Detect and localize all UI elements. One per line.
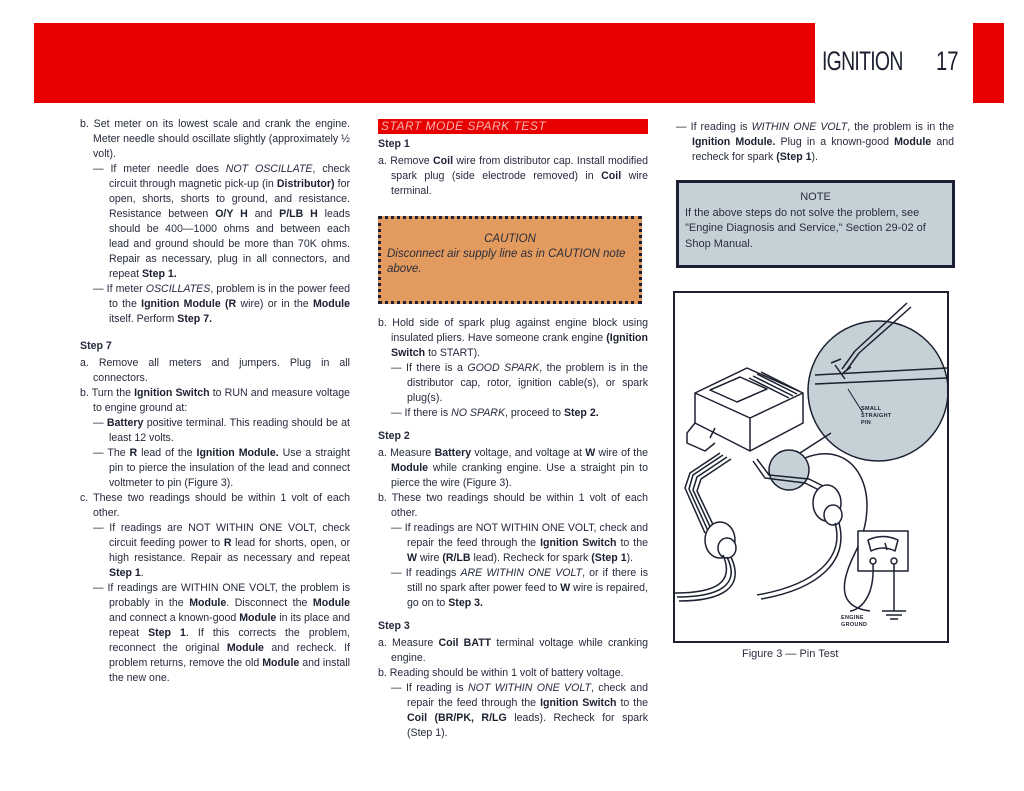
step2-b-dash-not-within: — If readings are NOT WITHIN ONE VOLT, check and repair the feed through the Ignition Switch to the W wire (R/LB lead). Recheck for spark (Step 1). [391, 522, 649, 564]
label-engine-ground: ENGINE GROUND [841, 615, 868, 628]
step2-heading: Step 2 [378, 430, 410, 442]
step2-item-a: a. Measure Battery voltage, and voltage at W wire of the Module while cranking engine. Use a straight pin to pierce the wire (Figure 3). [378, 447, 648, 489]
step3-item-a: a. Measure Coil BATT terminal voltage while cranking engine. [378, 637, 648, 664]
step7-b-dash-r-lead: — The R lead of the Ignition Module. Use a straight pin to pierce the insulation of the lead and connect voltmeter to pin (Figure 3). [93, 447, 350, 489]
column-right [676, 120, 954, 268]
note-box [676, 180, 955, 268]
step3-item-b: b. Reading should be within 1 volt of battery voltage. [378, 667, 624, 679]
step7-item-a: a. Remove all meters and jumpers. Plug in all connectors. [80, 357, 350, 384]
step2-b-dash-within: — If readings ARE WITHIN ONE VOLT, or if there is still no spark after power feed to W wire is repaired, go on to Step 3. [391, 567, 648, 609]
step7-item-b: b. Turn the Ignition Switch to RUN and measure voltage to engine ground at: [80, 387, 351, 414]
caution-text: Disconnect air supply line as in CAUTION note above. [387, 248, 626, 275]
step3-heading: Step 3 [378, 620, 410, 632]
pin-test-illustration [675, 293, 947, 641]
caution-title: CAUTION [484, 233, 536, 245]
step7-c-dash-not-within: — If readings are NOT WITHIN ONE VOLT, check circuit feeding power to R lead for shorts, open, or high resistance. Repair as necessary and repeat Step 1. [93, 522, 350, 579]
step3-b-dash-not-within: — If reading is NOT WITHIN ONE VOLT, check and repair the feed through the Ignition Switch to the Coil (BR/PK, R/LG leads). Recheck for spark (Step 1). [391, 682, 649, 739]
step2-item-b: b. These two readings should be within 1 volt of each other. [378, 492, 648, 519]
header-red-tab [973, 23, 1004, 103]
step1-item-b: b. Hold side of spark plug against engine block using insulated pliers. Have someone crank engine (Ignition Switch to START). [378, 317, 648, 359]
magnified-callout [808, 321, 947, 461]
step7-b-dash-battery: — Battery positive terminal. This reading should be at least 12 volts. [93, 417, 350, 444]
step3-b-dash-within: — If reading is WITHIN ONE VOLT, the problem is in the Ignition Module. Plug in a known-good Module and recheck for spark (Step 1). [676, 121, 954, 163]
step7-item-c: c. These two readings should be within 1 volt of each other. [80, 492, 350, 519]
note-title: NOTE [800, 191, 831, 203]
step6-item-b: b. Set meter on its lowest scale and crank the engine. Meter needle should oscillate slightly (approximately ½ volt). [80, 118, 350, 160]
figure-caption: Figure 3 — Pin Test [742, 648, 839, 660]
label-small-straight-pin: SMALL STRAIGHT PIN [861, 406, 892, 426]
step6-b-dash-oscillates: — If meter OSCILLATES, problem is in the power feed to the Ignition Module (R wire) or in the Module itself. Perform Step 7. [93, 283, 351, 325]
section-heading-start-mode: START MODE SPARK TEST [378, 119, 648, 134]
step7-c-dash-within: — If readings are WITHIN ONE VOLT, the problem is probably in the Module. Disconnect the Module and connect a known-good Module in its place and repeat Step 1. If this corrects the problem, reconnect the original Module and recheck. If problem returns, remove the old Module and install the new one. [93, 582, 350, 684]
caution-box [378, 216, 642, 304]
section-title: IGNITION [822, 46, 903, 76]
step6-b-dash-not-oscillate: — If meter needle does NOT OSCILLATE, check circuit through magnetic pick-up (in Distributor) for open, shorts, shorts to ground, and resistance. Resistance between O/Y H and P/LB H leads should be 400—1000 ohms and between each lead and ground should be more than 70K ohms. Repair as necessary, plug in all connectors, and repeat Step 1. [93, 163, 350, 280]
small-callout [769, 450, 809, 490]
column-middle [378, 119, 648, 741]
note-text: If the above steps do not solve the problem, see "Engine Diagnosis and Service," Section 29-02 of Shop Manual. [685, 206, 926, 250]
step7-heading: Step 7 [80, 340, 112, 352]
column-left [80, 117, 350, 686]
page-number: 17 [936, 46, 959, 76]
step1-b-dash-no-spark: — If there is NO SPARK, proceed to Step 2. [391, 407, 599, 419]
figure-pin-test [673, 291, 949, 643]
step1-item-a: a. Remove Coil wire from distributor cap. Install modified spark plug (side electrode removed) in Coil wire terminal. [378, 155, 649, 197]
header-red-band [34, 23, 815, 103]
step1-heading: Step 1 [378, 138, 410, 150]
step1-b-dash-good-spark: — If there is a GOOD SPARK, the problem is in the distributor cap, rotor, ignition cable(s), or spark plug(s). [391, 362, 648, 404]
